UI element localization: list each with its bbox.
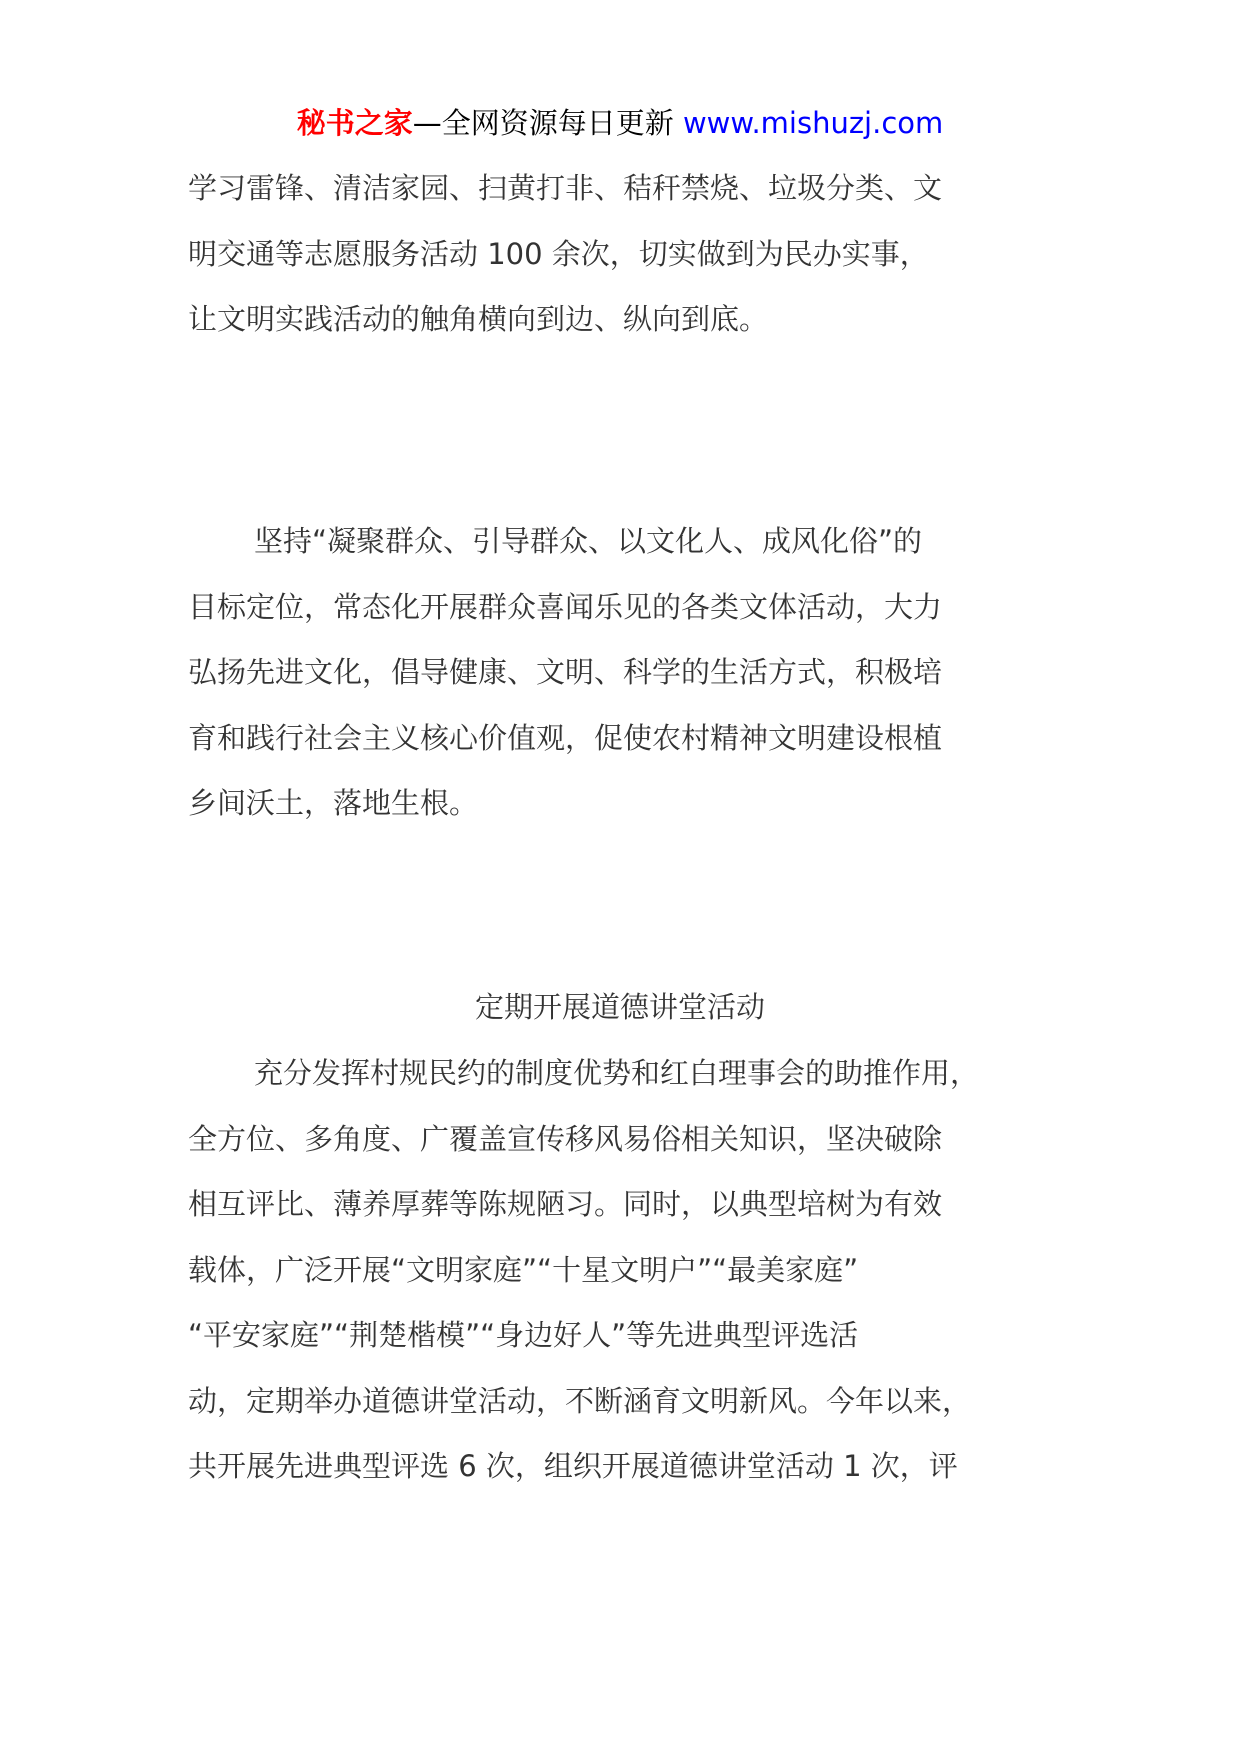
paragraph-line: 相互评比、薄养厚葬等陈规陋习。同时，以典型培树为有效 — [188, 1187, 943, 1221]
paragraph-line: 全方位、多角度、广覆盖宣传移风易俗相关知识，坚决破除 — [188, 1121, 943, 1156]
paragraph-line: 明交通等志愿服务活动 100 余次，切实做到为民办实事， — [188, 236, 929, 271]
header-tagline: —全网资源每日更新 — [412, 106, 674, 140]
site-url-link[interactable]: www.mishuzj.com — [682, 106, 944, 140]
paragraph-line: 乡间沃土，落地生根。 — [188, 786, 479, 820]
paragraph-line: 共开展先进典型评选 6 次，组织开展道德讲堂活动 1 次，评 — [188, 1449, 958, 1483]
site-header — [0, 103, 1240, 143]
paragraph-line: 让文明实践活动的触角横向到边、纵向到底。 — [188, 302, 769, 336]
paragraph-line: 充分发挥村规民约的制度优势和红白理事会的助推作用， — [254, 1056, 980, 1090]
paragraph-line: 动，定期举办道德讲堂活动，不断涵育文明新风。今年以来， — [188, 1383, 972, 1418]
paragraph-line: 育和践行社会主义核心价值观，促使农村精神文明建设根植 — [188, 720, 943, 755]
paragraph-line: 学习雷锋、清洁家园、扫黄打非、秸秆禁烧、垃圾分类、文 — [188, 171, 943, 205]
brand-name: 秘书之家 — [296, 106, 413, 140]
paragraph-line: 坚持“凝聚群众、引导群众、以文化人、成风化俗”的 — [254, 524, 923, 558]
paragraph-line: “平安家庭”“荆楚楷模”“身边好人”等先进典型评选活 — [188, 1318, 859, 1352]
paragraph-volunteer-activities — [188, 156, 1088, 353]
paragraph-cultural-activities — [188, 509, 1088, 837]
paragraph-moral-lecture — [188, 1041, 1088, 1500]
section-heading: 定期开展道德讲堂活动 — [474, 990, 765, 1024]
paragraph-line: 弘扬先进文化，倡导健康、文明、科学的生活方式，积极培 — [188, 655, 943, 689]
paragraph-line: 载体，广泛开展“文明家庭”“十星文明户”“最美家庭” — [188, 1252, 859, 1287]
paragraph-line: 目标定位，常态化开展群众喜闻乐见的各类文体活动，大力 — [188, 589, 943, 624]
